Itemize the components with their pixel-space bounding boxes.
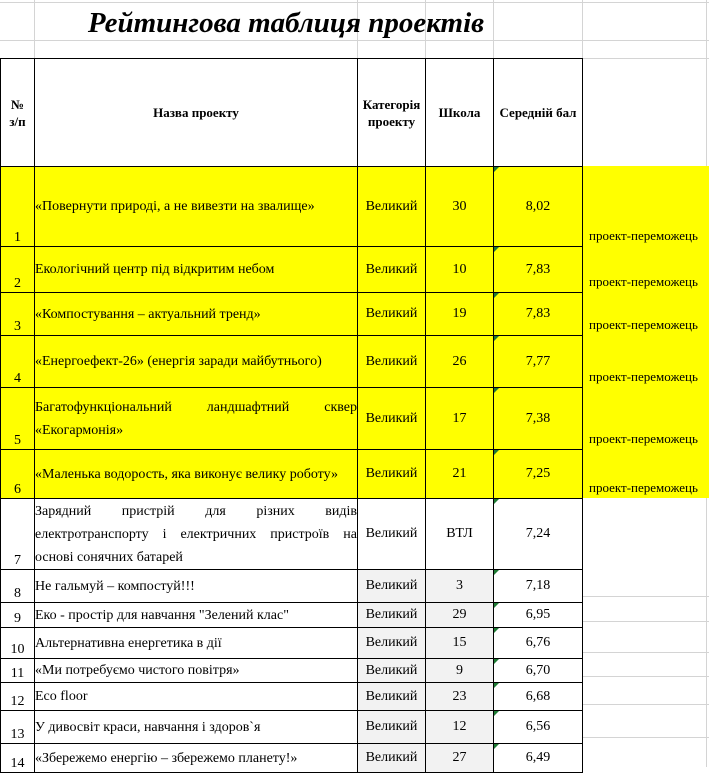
project-school[interactable]: 19 — [426, 293, 494, 336]
project-school[interactable]: ВТЛ — [426, 499, 494, 570]
gridline — [582, 621, 709, 622]
row-number[interactable]: 12 — [1, 683, 35, 711]
table-row — [1, 336, 583, 388]
winner-note: проект-переможець — [589, 274, 698, 289]
row-number[interactable]: 4 — [1, 336, 35, 388]
header-category[interactable]: Категорія проекту — [358, 59, 426, 167]
row-number[interactable]: 7 — [1, 499, 35, 570]
project-score[interactable]: 6,68 — [494, 683, 583, 711]
table-row — [1, 293, 583, 336]
project-score[interactable]: 7,25 — [494, 450, 583, 499]
project-score[interactable]: 7,83 — [494, 293, 583, 336]
project-name[interactable]: Eco floor — [35, 683, 358, 711]
project-name[interactable]: Екологічний центр під відкритим небом — [35, 247, 358, 293]
gridline — [582, 652, 709, 653]
project-school[interactable]: 12 — [426, 711, 494, 744]
project-school[interactable]: 27 — [426, 744, 494, 773]
project-school[interactable]: 10 — [426, 247, 494, 293]
gridline — [582, 596, 709, 597]
table-row — [1, 167, 583, 247]
project-score[interactable]: 6,76 — [494, 628, 583, 659]
project-score[interactable]: 7,83 — [494, 247, 583, 293]
project-school[interactable]: 26 — [426, 336, 494, 388]
project-name[interactable]: У дивосвіт краси, навчання і здоров`я — [35, 711, 358, 744]
project-score[interactable]: 7,38 — [494, 388, 583, 450]
project-name[interactable]: «Збережемо енергію – збережемо планету!» — [35, 744, 358, 773]
project-school[interactable]: 3 — [426, 570, 494, 603]
row-number[interactable]: 3 — [1, 293, 35, 336]
page-title: Рейтингова таблиця проектів — [87, 7, 485, 39]
project-score[interactable]: 7,77 — [494, 336, 583, 388]
project-category[interactable]: Великий — [358, 167, 426, 247]
table-row — [1, 570, 583, 603]
project-name[interactable]: «Енергоефект-26» (енергія заради майбутнього) — [35, 336, 358, 388]
project-name[interactable]: Зарядний пристрій для різних видів електротранспорту і електричних пристроїв на основі сонячних батарей — [35, 499, 358, 570]
header-row — [1, 59, 583, 167]
project-category[interactable]: Великий — [358, 293, 426, 336]
gridline — [582, 704, 709, 705]
table-row — [1, 603, 583, 628]
row-number[interactable]: 13 — [1, 711, 35, 744]
header-school[interactable]: Школа — [426, 59, 494, 167]
project-category[interactable]: Великий — [358, 336, 426, 388]
project-category[interactable]: Великий — [358, 683, 426, 711]
table-row — [1, 628, 583, 659]
winner-note: проект-переможець — [589, 369, 698, 384]
project-score[interactable]: 7,24 — [494, 499, 583, 570]
table-row — [1, 388, 583, 450]
project-category[interactable]: Великий — [358, 744, 426, 773]
project-category[interactable]: Великий — [358, 659, 426, 683]
row-number[interactable]: 14 — [1, 744, 35, 773]
winner-note: проект-переможець — [589, 317, 698, 332]
row-number[interactable]: 5 — [1, 388, 35, 450]
header-score[interactable]: Середній бал — [494, 59, 583, 167]
project-category[interactable]: Великий — [358, 499, 426, 570]
project-category[interactable]: Великий — [358, 628, 426, 659]
gridline — [582, 58, 709, 59]
gridline — [582, 676, 709, 677]
project-category[interactable]: Великий — [358, 247, 426, 293]
winner-note: проект-переможець — [589, 480, 698, 495]
row-number[interactable]: 1 — [1, 167, 35, 247]
winner-note: проект-переможець — [589, 228, 698, 243]
project-name[interactable]: «Ми потребуємо чистого повітря» — [35, 659, 358, 683]
project-school[interactable]: 30 — [426, 167, 494, 247]
winner-note-cell[interactable] — [583, 387, 709, 449]
table-row — [1, 711, 583, 744]
project-name[interactable]: «Компостування – актуальний тренд» — [35, 293, 358, 336]
project-score[interactable]: 6,49 — [494, 744, 583, 773]
project-score[interactable]: 6,95 — [494, 603, 583, 628]
gridline — [0, 40, 709, 41]
table-row — [1, 659, 583, 683]
project-school[interactable]: 9 — [426, 659, 494, 683]
header-name[interactable]: Назва проекту — [35, 59, 358, 167]
row-number[interactable]: 6 — [1, 450, 35, 499]
table-row — [1, 247, 583, 293]
row-number[interactable]: 9 — [1, 603, 35, 628]
project-score[interactable]: 6,56 — [494, 711, 583, 744]
winner-note-cell[interactable] — [583, 246, 709, 292]
gridline — [582, 737, 709, 738]
table-row — [1, 744, 583, 773]
project-category[interactable]: Великий — [358, 603, 426, 628]
project-school[interactable]: 23 — [426, 683, 494, 711]
project-score[interactable]: 8,02 — [494, 167, 583, 247]
project-name[interactable]: Альтернативна енергетика в дії — [35, 628, 358, 659]
project-school[interactable]: 15 — [426, 628, 494, 659]
winner-note-cell[interactable] — [583, 292, 709, 335]
project-school[interactable]: 29 — [426, 603, 494, 628]
row-number[interactable]: 11 — [1, 659, 35, 683]
project-school[interactable]: 21 — [426, 450, 494, 499]
winner-note-cell[interactable] — [583, 335, 709, 387]
project-category[interactable]: Великий — [358, 570, 426, 603]
project-score[interactable]: 6,70 — [494, 659, 583, 683]
project-name[interactable]: Не гальмуй – компостуй!!! — [35, 570, 358, 603]
row-number[interactable]: 8 — [1, 570, 35, 603]
table-row — [1, 499, 583, 570]
project-name[interactable]: «Маленька водорость, яка виконує велику роботу» — [35, 450, 358, 499]
table-row — [1, 683, 583, 711]
project-category[interactable]: Великий — [358, 711, 426, 744]
project-category[interactable]: Великий — [358, 388, 426, 450]
project-name[interactable]: Багатофункціональний ландшафтний сквер «Екогармонія» — [35, 388, 358, 450]
row-number[interactable]: 2 — [1, 247, 35, 293]
table-row — [1, 450, 583, 499]
header-num[interactable]: № з/п — [1, 59, 35, 167]
row-number[interactable]: 10 — [1, 628, 35, 659]
project-name[interactable]: «Повернути природі, а не вивезти на звалище» — [35, 167, 358, 247]
rating-table — [0, 58, 583, 773]
winner-note-cell[interactable] — [583, 449, 709, 498]
project-school[interactable]: 17 — [426, 388, 494, 450]
project-category[interactable]: Великий — [358, 450, 426, 499]
project-score[interactable]: 7,18 — [494, 570, 583, 603]
winner-note-cell[interactable] — [583, 166, 709, 246]
winner-note: проект-переможець — [589, 431, 698, 446]
project-name[interactable]: Еко - простір для навчання "Зелений клас" — [35, 603, 358, 628]
